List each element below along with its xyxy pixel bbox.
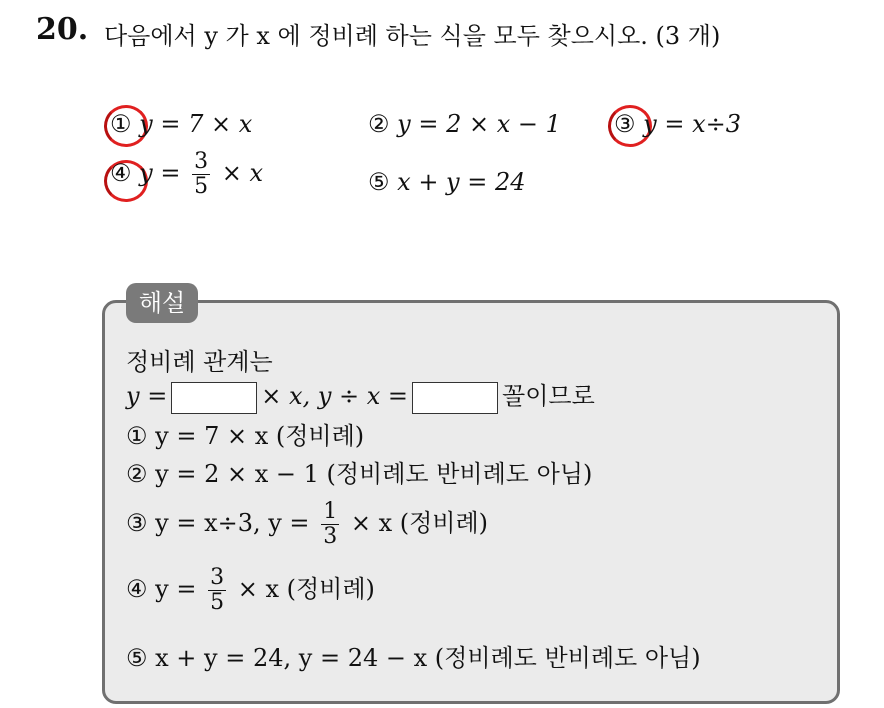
explanation-line-4: ② y = 2 × x − 1 (정비례도 반비례도 아님) (126, 460, 593, 488)
option-1 (110, 110, 252, 138)
option-expression: y = 7 × x (139, 110, 253, 138)
explanation-tag: 해설 (126, 283, 198, 323)
explanation-line-5 (126, 500, 488, 549)
answer-blank (171, 382, 257, 414)
option-mark: ④ (110, 159, 132, 187)
question-text: 다음에서 y 가 x 에 정비례 하는 식을 모두 찾으시오. (3 개) (104, 22, 721, 50)
option-expression: x + y = 24 (397, 168, 526, 196)
answer-blank (412, 382, 498, 414)
option-expression-prefix: y = (139, 159, 181, 187)
option-expression: y = x÷3 (643, 110, 741, 138)
text: × x (정비례) (350, 509, 489, 537)
explanation-line-6 (126, 566, 375, 615)
option-mark: ③ (614, 110, 636, 138)
option-5 (368, 168, 526, 196)
explanation-line-2 (126, 376, 595, 414)
question-number: 20. (36, 12, 89, 47)
explanation-line-3: ① y = 7 × x (정비례) (126, 422, 365, 450)
fraction (208, 566, 226, 615)
fraction-denominator: 3 (323, 524, 338, 549)
option-expression-suffix: × x (221, 159, 264, 187)
fraction (192, 150, 210, 199)
fraction-numerator: 3 (194, 149, 209, 174)
option-mark: ① (110, 110, 132, 138)
text: ④ y = (126, 575, 197, 603)
explanation-line-7: ⑤ x + y = 24, y = 24 − x (정비례도 반비례도 아님) (126, 644, 701, 672)
text: 꼴이므로 (502, 382, 595, 410)
text: × x (정비례) (237, 575, 375, 603)
fraction-denominator: 5 (210, 590, 225, 615)
explanation-line-1: 정비례 관계는 (126, 348, 273, 376)
fraction (321, 500, 339, 549)
text: y = (126, 382, 168, 410)
fraction-numerator: 1 (323, 499, 338, 524)
option-2 (368, 110, 561, 138)
fraction-numerator: 3 (210, 565, 225, 590)
option-4 (110, 150, 263, 199)
option-3 (614, 110, 741, 138)
option-mark: ② (368, 110, 390, 138)
option-expression: y = 2 × x − 1 (397, 110, 561, 138)
fraction-denominator: 5 (194, 174, 209, 199)
text: × x, y ÷ x = (261, 382, 409, 410)
option-mark: ⑤ (368, 168, 390, 196)
text: ③ y = x÷3, y = (126, 509, 310, 537)
